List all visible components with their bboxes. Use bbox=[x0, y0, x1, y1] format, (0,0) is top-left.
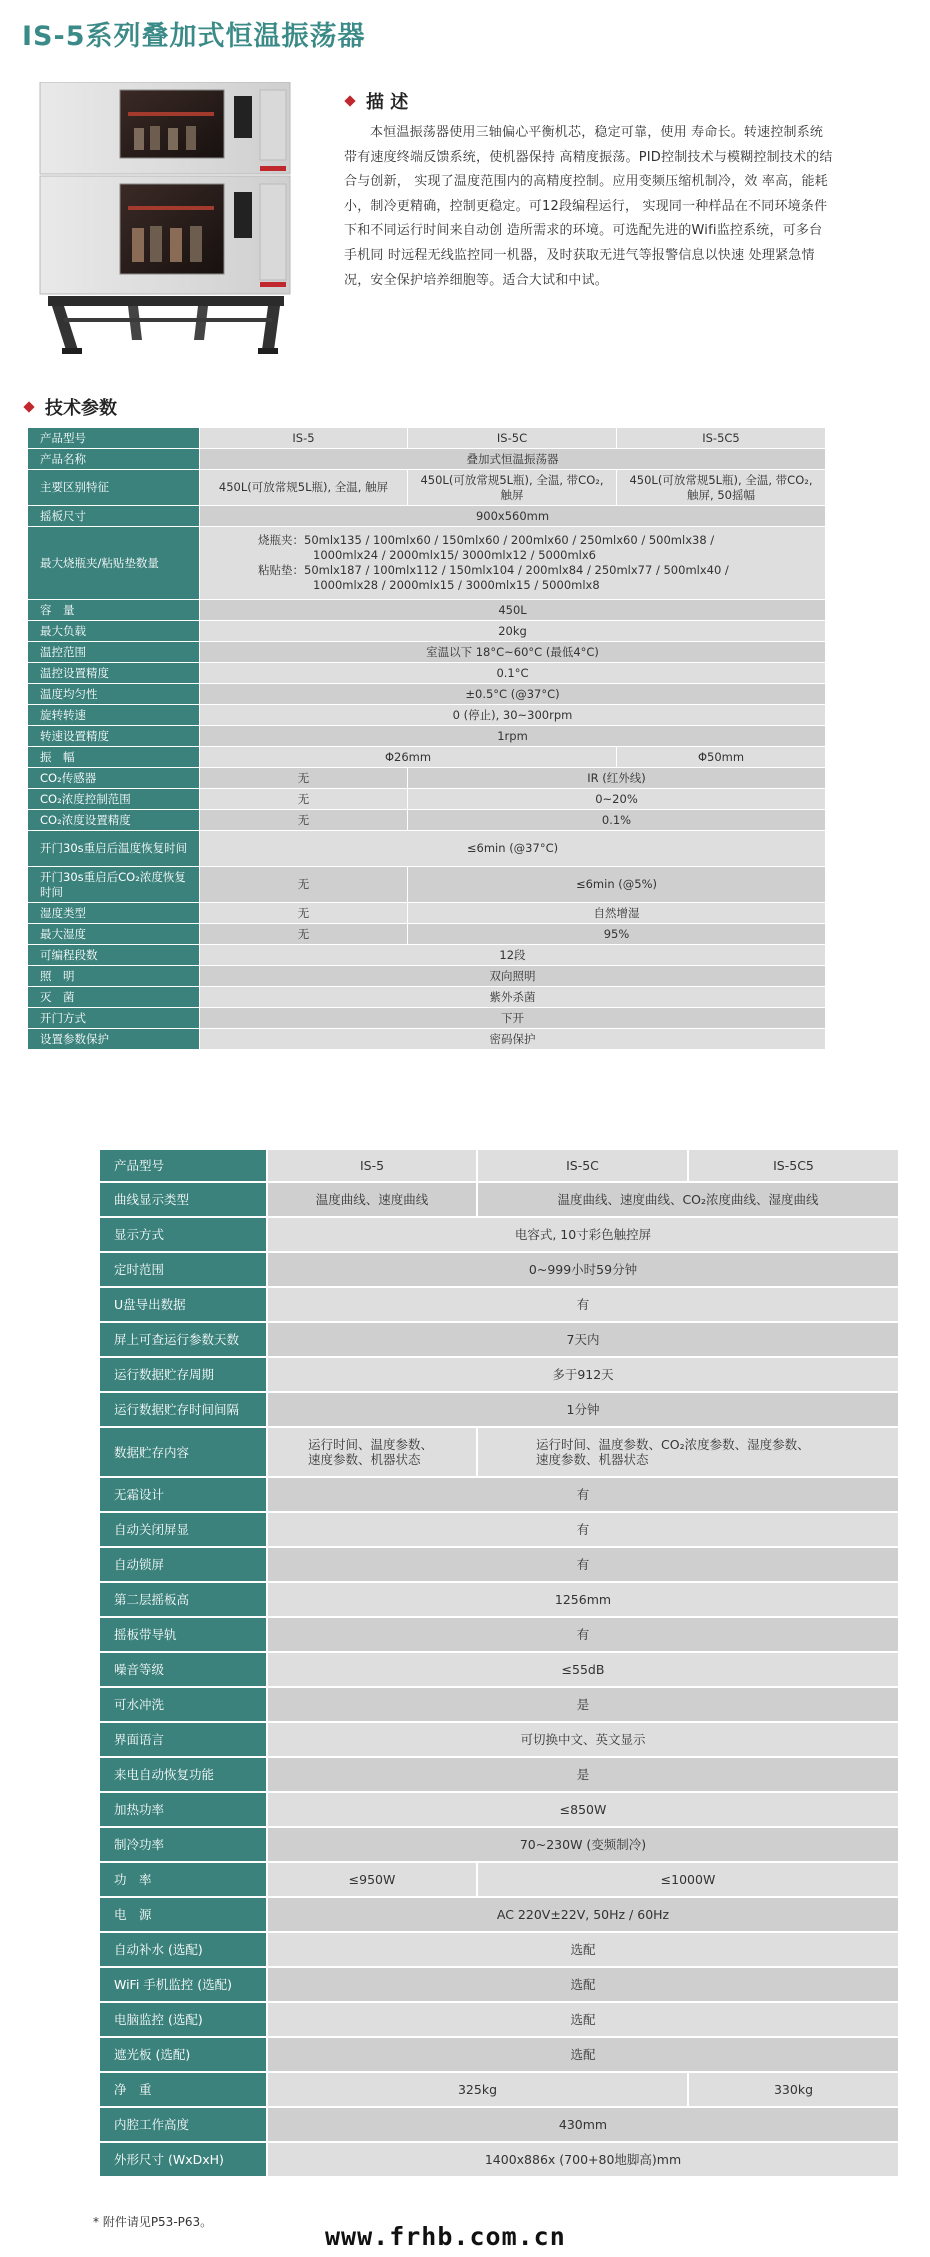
row-label: 振 幅 bbox=[28, 747, 200, 768]
cell-value: 1400x886x (700+80地脚高)mm bbox=[267, 2142, 899, 2177]
table-row bbox=[99, 1512, 899, 1547]
cell-value: 450L(可放常规5L瓶), 全温, 触屏 bbox=[200, 470, 408, 506]
model-header: IS-5C bbox=[477, 1149, 688, 1182]
table-row bbox=[99, 1722, 899, 1757]
row-label: 自动锁屏 bbox=[99, 1547, 267, 1582]
description-text: 本恒温振荡器使用三轴偏心平衡机芯，稳定可靠，使用 寿命长。转速控制系统带有速度终端反馈系统，使机器保持 高精度振荡。PID控制技术与模糊控制技术的结合与创新， 实现了温度范围内的高精度控制。应用变频压缩机制冷，效 率高，能耗小，制冷更精确，控制更稳定。可12段编程运行， 实现同一种样品在不同环境条件下和不同运行时间来自动创 造所需求的环境。可选配先进的Wifi监控系统，可多台手机同 时远程无线监控同一机器，及时获取无进气等报警信息以快速 处理紧急情况，安全保护培养细胞等。适合大试和中试。 bbox=[344, 125, 833, 288]
cell-value: 有 bbox=[267, 1512, 899, 1547]
table-row bbox=[99, 1182, 899, 1217]
table-row bbox=[99, 1149, 899, 1182]
cell-value: 无 bbox=[200, 924, 408, 945]
table-row bbox=[28, 642, 826, 663]
table-row bbox=[99, 1652, 899, 1687]
table-row bbox=[28, 903, 826, 924]
cell-value: 是 bbox=[267, 1757, 899, 1792]
table-row bbox=[99, 1477, 899, 1512]
description-heading-text: 描 述 bbox=[366, 92, 409, 113]
table-row bbox=[99, 1217, 899, 1252]
cell-value: 有 bbox=[267, 1547, 899, 1582]
row-label: 第二层摇板高 bbox=[99, 1582, 267, 1617]
row-label: 开门30s重启后温度恢复时间 bbox=[28, 831, 200, 867]
cell-value bbox=[200, 527, 826, 600]
row-label: 电 源 bbox=[99, 1897, 267, 1932]
row-label: 摇板尺寸 bbox=[28, 506, 200, 527]
row-label: 功 率 bbox=[99, 1862, 267, 1897]
spec-table-1 bbox=[27, 427, 826, 1050]
cell-value: 7天内 bbox=[267, 1322, 899, 1357]
cell-value: 1rpm bbox=[200, 726, 826, 747]
table-row bbox=[99, 1582, 899, 1617]
row-label: 内腔工作高度 bbox=[99, 2107, 267, 2142]
cell-value: 0~999小时59分钟 bbox=[267, 1252, 899, 1287]
table-row bbox=[99, 2142, 899, 2177]
table-row bbox=[99, 1392, 899, 1427]
table-row bbox=[99, 2002, 899, 2037]
table-row bbox=[28, 768, 826, 789]
page-title: IS-5系列叠加式恒温振荡器 bbox=[22, 21, 366, 52]
table-row bbox=[99, 2107, 899, 2142]
table-row bbox=[99, 1932, 899, 1967]
cell-value: 20kg bbox=[200, 621, 826, 642]
cell-value: 选配 bbox=[267, 2037, 899, 2072]
model-header: IS-5 bbox=[200, 428, 408, 449]
table-row bbox=[28, 428, 826, 449]
table-row bbox=[28, 1029, 826, 1050]
cell-value: 多于912天 bbox=[267, 1357, 899, 1392]
cell-value: 12段 bbox=[200, 945, 826, 966]
table-row bbox=[28, 470, 826, 506]
model-header: IS-5C5 bbox=[688, 1149, 899, 1182]
row-label: 可编程段数 bbox=[28, 945, 200, 966]
cell-value: 无 bbox=[200, 810, 408, 831]
row-label: 最大湿度 bbox=[28, 924, 200, 945]
table-row bbox=[28, 449, 826, 470]
spec-table-2 bbox=[98, 1148, 900, 2178]
row-label: 遮光板 (选配) bbox=[99, 2037, 267, 2072]
content-line: 速度参数、机器状态 bbox=[536, 1452, 649, 1467]
cell-value: 95% bbox=[408, 924, 826, 945]
table-row bbox=[99, 2072, 899, 2107]
cell-value: 无 bbox=[200, 903, 408, 924]
spec-heading-text: 技术参数 bbox=[45, 398, 117, 419]
row-label: 数据贮存内容 bbox=[99, 1427, 267, 1477]
table-row bbox=[99, 1967, 899, 2002]
row-label: U盘导出数据 bbox=[99, 1287, 267, 1322]
cell-value: 无 bbox=[200, 789, 408, 810]
cell-value: 1分钟 bbox=[267, 1392, 899, 1427]
table-row bbox=[28, 506, 826, 527]
cell-value: 0.1°C bbox=[200, 663, 826, 684]
cell-value: AC 220V±22V, 50Hz / 60Hz bbox=[267, 1897, 899, 1932]
row-label: 设置参数保护 bbox=[28, 1029, 200, 1050]
table-row bbox=[99, 1287, 899, 1322]
cell-value: ≤6min (@37°C) bbox=[200, 831, 826, 867]
table-row bbox=[28, 747, 826, 768]
footnote: * 附件请见P53-P63。 bbox=[93, 2215, 213, 2229]
cell-value: 密码保护 bbox=[200, 1029, 826, 1050]
table-row bbox=[99, 1792, 899, 1827]
table-row bbox=[28, 987, 826, 1008]
table-row bbox=[99, 2037, 899, 2072]
cell-value: Φ26mm bbox=[200, 747, 617, 768]
table-row bbox=[28, 867, 826, 903]
table-row bbox=[28, 831, 826, 867]
cell-value: 选配 bbox=[267, 1932, 899, 1967]
row-label: CO₂浓度设置精度 bbox=[28, 810, 200, 831]
table-row bbox=[99, 1252, 899, 1287]
cell-value: IR (红外线) bbox=[408, 768, 826, 789]
clamp-line: 烧瓶夹：50mlx135 / 100mlx60 / 150mlx60 / 200mlx60 / 250mlx60 / 500mlx38 / bbox=[258, 533, 715, 547]
spec-heading bbox=[25, 394, 117, 420]
model-header: IS-5C5 bbox=[617, 428, 826, 449]
table-row bbox=[28, 945, 826, 966]
cell-value: Φ50mm bbox=[617, 747, 826, 768]
cell-value: 自然增湿 bbox=[408, 903, 826, 924]
table-row bbox=[99, 1687, 899, 1722]
row-label: 显示方式 bbox=[99, 1217, 267, 1252]
table-row bbox=[28, 527, 826, 600]
clamp-line: 1000mlx24 / 2000mlx15/ 3000mlx12 / 5000mlx6 bbox=[313, 548, 596, 562]
row-label: 灭 菌 bbox=[28, 987, 200, 1008]
cell-value: 电容式, 10寸彩色触控屏 bbox=[267, 1217, 899, 1252]
row-label: 摇板带导轨 bbox=[99, 1617, 267, 1652]
cell-value: 温度曲线、速度曲线、CO₂浓度曲线、湿度曲线 bbox=[477, 1182, 899, 1217]
row-label: 曲线显示类型 bbox=[99, 1182, 267, 1217]
table-row bbox=[28, 705, 826, 726]
row-label: 屏上可查运行参数天数 bbox=[99, 1322, 267, 1357]
row-label: 温控范围 bbox=[28, 642, 200, 663]
row-label: 温控设置精度 bbox=[28, 663, 200, 684]
cell-value: 可切换中文、英文显示 bbox=[267, 1722, 899, 1757]
row-label: 容 量 bbox=[28, 600, 200, 621]
row-label: 可水冲洗 bbox=[99, 1687, 267, 1722]
row-label: 运行数据贮存时间间隔 bbox=[99, 1392, 267, 1427]
row-label: 照 明 bbox=[28, 966, 200, 987]
cell-value: 450L(可放常规5L瓶), 全温, 带CO₂, 触屏 bbox=[408, 470, 617, 506]
cell-value: 430mm bbox=[267, 2107, 899, 2142]
row-label: 电脑监控 (选配) bbox=[99, 2002, 267, 2037]
cell-value: 450L(可放常规5L瓶), 全温, 带CO₂, 触屏, 50摇幅 bbox=[617, 470, 826, 506]
product-image bbox=[38, 82, 306, 360]
row-label: 来电自动恢复功能 bbox=[99, 1757, 267, 1792]
table-row bbox=[28, 621, 826, 642]
cell-value: 双向照明 bbox=[200, 966, 826, 987]
cell-value: 0 (停止), 30~300rpm bbox=[200, 705, 826, 726]
row-label: 转速设置精度 bbox=[28, 726, 200, 747]
cell-value: 900x560mm bbox=[200, 506, 826, 527]
table-row bbox=[28, 600, 826, 621]
cell-value: 450L bbox=[200, 600, 826, 621]
content-line: 速度参数、机器状态 bbox=[308, 1452, 421, 1467]
cell-value: ≤1000W bbox=[477, 1862, 899, 1897]
table-row bbox=[99, 1357, 899, 1392]
cell-value: 330kg bbox=[688, 2072, 899, 2107]
model-header: IS-5 bbox=[267, 1149, 477, 1182]
table-row bbox=[28, 924, 826, 945]
clamp-line: 粘贴垫：50mlx187 / 100mlx112 / 150mlx104 / 200mlx84 / 250mlx77 / 500mlx40 / bbox=[258, 563, 729, 577]
row-label: CO₂传感器 bbox=[28, 768, 200, 789]
table-row bbox=[99, 1322, 899, 1357]
cell-value: ≤6min (@5%) bbox=[408, 867, 826, 903]
row-label: 运行数据贮存周期 bbox=[99, 1357, 267, 1392]
row-label: 开门30s重启后CO₂浓度恢复时间 bbox=[28, 867, 200, 903]
row-label: 加热功率 bbox=[99, 1792, 267, 1827]
row-label: 自动关闭屏显 bbox=[99, 1512, 267, 1547]
row-label: 产品型号 bbox=[28, 428, 200, 449]
table-row bbox=[99, 1897, 899, 1932]
cell-value: 温度曲线、速度曲线 bbox=[267, 1182, 477, 1217]
website-url[interactable]: www.frhb.com.cn bbox=[325, 2222, 566, 2251]
cell-value: 0.1% bbox=[408, 810, 826, 831]
table-row bbox=[28, 726, 826, 747]
cell-value bbox=[477, 1427, 899, 1477]
content-line: 运行时间、温度参数、CO₂浓度参数、湿度参数、 bbox=[536, 1437, 810, 1452]
row-label: WiFi 手机监控 (选配) bbox=[99, 1967, 267, 2002]
row-label: 无霜设计 bbox=[99, 1477, 267, 1512]
table-row bbox=[28, 789, 826, 810]
row-label: 制冷功率 bbox=[99, 1827, 267, 1862]
content-line: 运行时间、温度参数、 bbox=[308, 1437, 434, 1452]
cell-value: 下开 bbox=[200, 1008, 826, 1029]
table-row bbox=[28, 810, 826, 831]
diamond-bullet-icon bbox=[344, 95, 355, 106]
row-label: 开门方式 bbox=[28, 1008, 200, 1029]
table-row bbox=[28, 684, 826, 705]
row-label: 温度均匀性 bbox=[28, 684, 200, 705]
row-label: 产品型号 bbox=[99, 1149, 267, 1182]
table-row bbox=[28, 1008, 826, 1029]
row-label: 噪音等级 bbox=[99, 1652, 267, 1687]
row-label: 自动补水 (选配) bbox=[99, 1932, 267, 1967]
table-row bbox=[99, 1862, 899, 1897]
cell-value: ≤55dB bbox=[267, 1652, 899, 1687]
description-heading bbox=[346, 88, 408, 114]
cell-value: 叠加式恒温振荡器 bbox=[200, 449, 826, 470]
cell-value: 0~20% bbox=[408, 789, 826, 810]
row-label: 净 重 bbox=[99, 2072, 267, 2107]
cell-value: 70~230W (变频制冷) bbox=[267, 1827, 899, 1862]
cell-value: 选配 bbox=[267, 1967, 899, 2002]
row-label: 定时范围 bbox=[99, 1252, 267, 1287]
row-label: CO₂浓度控制范围 bbox=[28, 789, 200, 810]
cell-value: 无 bbox=[200, 768, 408, 789]
model-header: IS-5C bbox=[408, 428, 617, 449]
table-row bbox=[99, 1827, 899, 1862]
cell-value: 325kg bbox=[267, 2072, 688, 2107]
cell-value: ≤850W bbox=[267, 1792, 899, 1827]
cell-value bbox=[267, 1427, 477, 1477]
clamp-line: 1000mlx28 / 2000mlx15 / 3000mlx15 / 5000mlx8 bbox=[313, 578, 600, 592]
table-row bbox=[99, 1547, 899, 1582]
row-label: 主要区别特征 bbox=[28, 470, 200, 506]
row-label: 界面语言 bbox=[99, 1722, 267, 1757]
row-label: 最大负载 bbox=[28, 621, 200, 642]
cell-value: ±0.5°C (@37°C) bbox=[200, 684, 826, 705]
diamond-bullet-icon bbox=[23, 401, 34, 412]
cell-value: ≤950W bbox=[267, 1862, 477, 1897]
table-row bbox=[28, 663, 826, 684]
cell-value: 1256mm bbox=[267, 1582, 899, 1617]
cell-value: 无 bbox=[200, 867, 408, 903]
cell-value: 有 bbox=[267, 1287, 899, 1322]
row-label: 湿度类型 bbox=[28, 903, 200, 924]
row-label: 产品名称 bbox=[28, 449, 200, 470]
row-label: 旋转转速 bbox=[28, 705, 200, 726]
table-row bbox=[99, 1617, 899, 1652]
cell-value: 有 bbox=[267, 1617, 899, 1652]
cell-value: 有 bbox=[267, 1477, 899, 1512]
table-row bbox=[28, 966, 826, 987]
table-row bbox=[99, 1757, 899, 1792]
cell-value: 选配 bbox=[267, 2002, 899, 2037]
cell-value: 室温以下 18°C~60°C (最低4°C) bbox=[200, 642, 826, 663]
table-row bbox=[99, 1427, 899, 1477]
cell-value: 是 bbox=[267, 1687, 899, 1722]
row-label: 最大烧瓶夹/粘贴垫数量 bbox=[28, 527, 200, 600]
cell-value: 紫外杀菌 bbox=[200, 987, 826, 1008]
row-label: 外形尺寸 (WxDxH) bbox=[99, 2142, 267, 2177]
